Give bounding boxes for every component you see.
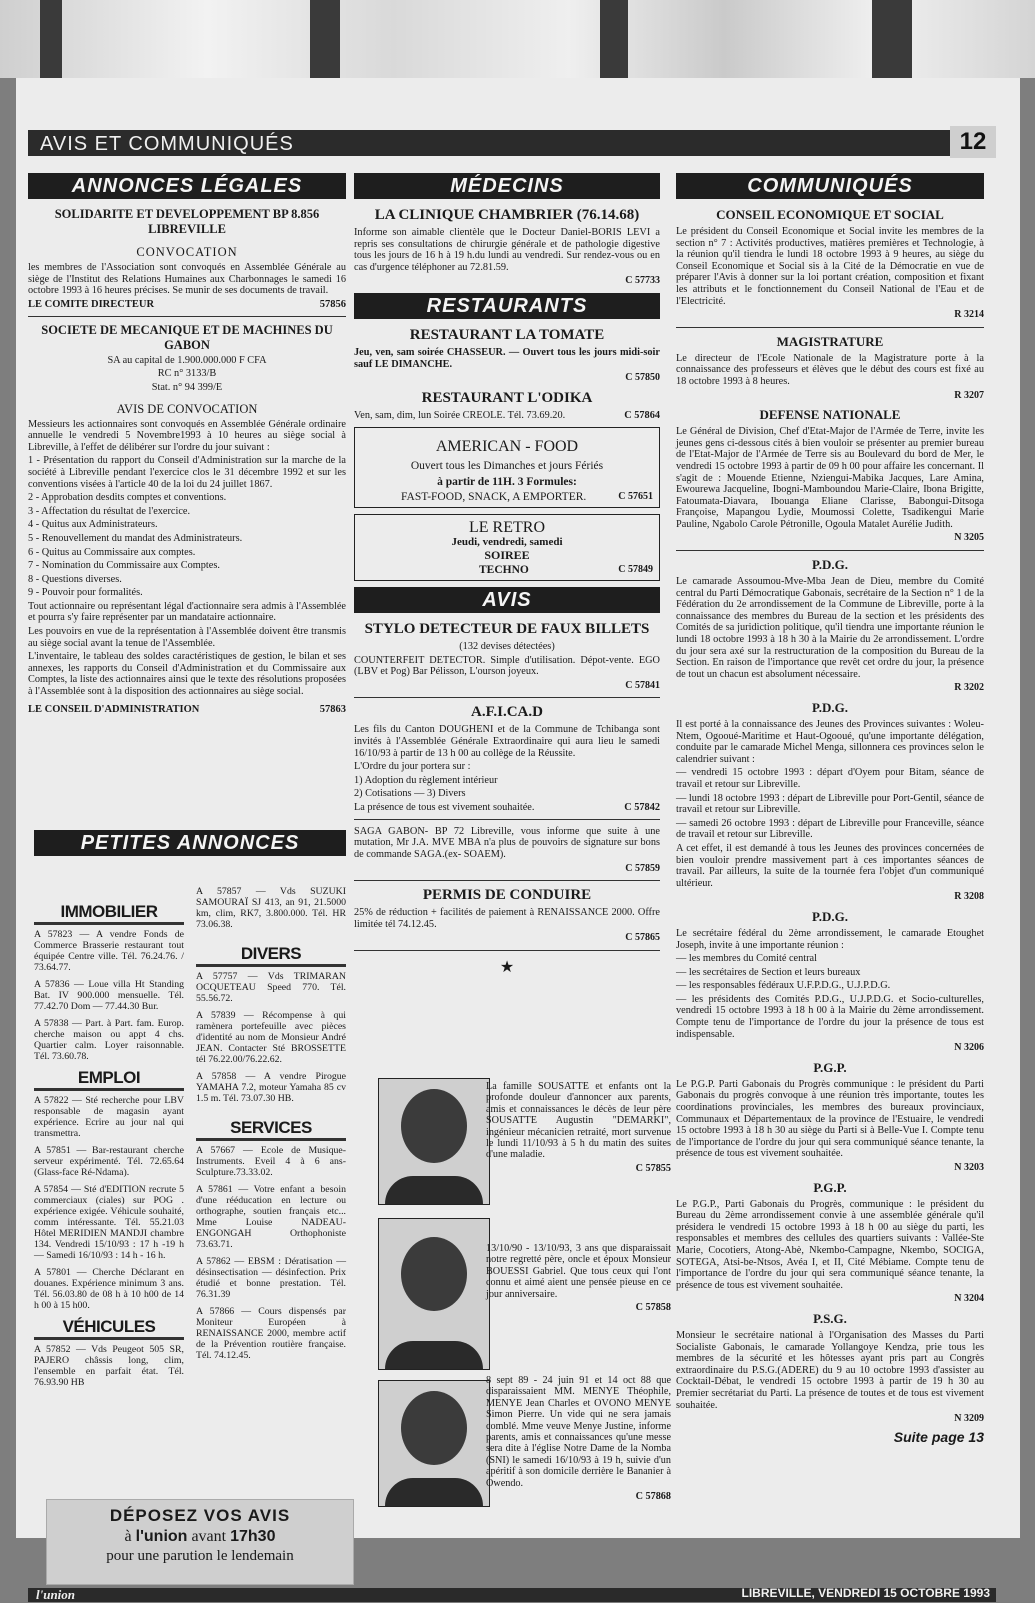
divider bbox=[28, 316, 346, 317]
classified-ad: A 57823 — A vendre Fonds de Commerce Brasserie restaurant tout équipée Centre ville. Tél. 76.24.76. / 73.64.77. bbox=[34, 929, 184, 973]
avis-paragraph: Les pouvoirs en vue de la représentation à l'Assemblée doivent être transmis au siège social avant la tenue de l'Assemblée. bbox=[28, 626, 346, 649]
american-food-box bbox=[354, 427, 660, 508]
tomate-title: RESTAURANT LA TOMATE bbox=[409, 326, 605, 343]
defense-title: DEFENSE NATIONALE bbox=[759, 407, 901, 423]
pdg3-line: — les membres du Comité central bbox=[676, 953, 817, 965]
tomate-ref: C 57850 bbox=[625, 372, 660, 384]
category-immobilier: IMMOBILIER bbox=[34, 902, 184, 925]
pdg3-title: P.D.G. bbox=[812, 908, 848, 924]
portrait-photo-bouessi bbox=[378, 1218, 490, 1370]
face-shape bbox=[401, 1391, 467, 1465]
classified-ad: A 57801 — Cherche Déclarant en douanes. Expérience minimum 3 ans. Tél. 56.03.80 de 08 h à 10 h00 de 14 h 00 à 15 h00. bbox=[34, 1267, 184, 1311]
american-food-title: AMERICAN - FOOD bbox=[435, 437, 579, 455]
divider bbox=[676, 550, 984, 551]
magistrature-title: MAGISTRATURE bbox=[776, 333, 884, 349]
body-shape bbox=[385, 1176, 483, 1204]
pgp2-title: P.G.P. bbox=[813, 1179, 847, 1195]
obituary-ref: C 57858 bbox=[635, 1302, 671, 1314]
pdg1-ref: R 3202 bbox=[954, 682, 984, 694]
africad-line: 2) Cotisations — 3) Divers bbox=[354, 788, 466, 800]
retro-title: LE RETRO bbox=[469, 518, 545, 536]
odika-title: RESTAURANT L'ODIKA bbox=[421, 389, 593, 406]
africad-line: 1) Adoption du règlement intérieur bbox=[354, 774, 498, 786]
page-number: 12 bbox=[950, 126, 996, 158]
clinique-title: LA CLINIQUE CHAMBRIER (76.14.68) bbox=[374, 207, 640, 223]
pgp1-ref: N 3203 bbox=[954, 1162, 984, 1173]
ces-text: Le président du Conseil Economique et Social invite les membres de la section n° 7 : Activités productives, matières premières et Technologie, à la réunion qu'il tiendra le lundi 18 octobre 1993 à 9 heures, au siège du Conseil Economique et Social sis à la Cité de la Démocratie en vue de préparer l'Avis à donner sur la loi portant création, composition et fixant les attributs et le fonctionnement du Conseil National de l'Eau et de l'Electricité. bbox=[676, 226, 984, 307]
american-food-ref: C 57651 bbox=[618, 490, 653, 502]
org2-capital: SA au capital de 1.900.000.000 F CFA bbox=[107, 354, 267, 366]
portrait-photo-sousatte bbox=[378, 1078, 490, 1205]
stylo-sub: (132 devises détectées) bbox=[459, 640, 555, 652]
agenda-item: 5 - Renouvellement du mandat des Administrateurs. bbox=[28, 532, 243, 544]
agenda-item: 2 - Approbation desdits comptes et conventions. bbox=[28, 492, 227, 504]
clinique-ref: C 57733 bbox=[625, 275, 660, 287]
pgp1-text: Le P.G.P. Parti Gabonais du Progrès communique : le président du Parti Gabonais du progrès convoque à une réunion très importante, toutes les coordinations provinciales, les membres des bureaux provinciaux, Communaux et Départementaux de la province de l'Estuaire, le vendredi 15 octobre 1993 à 18 h 30 au siège du Parti si à Belle-Vue I. Compte tenu de l'importance de l'ordre du jour qui sera communiqué séance tenante, la présence de tous est vivement souhaitée. bbox=[676, 1078, 984, 1160]
agenda-item: 9 - Pouvoir pour formalités. bbox=[28, 587, 143, 599]
pdg2-end: A cet effet, il est demandé à tous les Jeunes des provinces concernées de bien vouloir prendre massivement part à ces importantes séances de travail. Par ailleurs, la suite de la tournée fera l'objet d'un communiqué ultérieur. bbox=[676, 842, 984, 889]
classified-ad: A 57866 — Cours dispensés par Moniteur Européen à RENAISSANCE 2000, membre actif de la Prévention routière française. Tél. 74.12.45. bbox=[196, 1306, 346, 1361]
pdg1-title: P.D.G. bbox=[812, 557, 848, 573]
avis-paragraph: L'inventaire, le tableau des soldes caractéristiques de gestion, le bilan et ses annexes, les rapports du Conseil d'Administration et du Commissaire aux Comptes, la liste des actionnaires ainsi que le texte des résolutions proposées à l'Assemblée sont à la disposition des actionnaires au siège social. bbox=[28, 651, 346, 698]
face-shape bbox=[401, 1237, 467, 1311]
retro-line: Jeudi, vendredi, samedi bbox=[451, 535, 563, 548]
banner-restaurants: RESTAURANTS bbox=[354, 293, 660, 319]
deposez-text: avant bbox=[191, 1528, 227, 1545]
org2-stat: Stat. n° 94 399/E bbox=[151, 381, 223, 393]
africad-text: Les fils du Canton DOUGHENI et de la Commune de Tchibanga sont invités à l'Assemblée Générale Extraordinaire qui aura lieu le samedi 16/10/93 à partir de 13 h 00 au collège de la Réussite. bbox=[354, 724, 660, 759]
retro-line: SOIREE bbox=[484, 548, 530, 563]
pdg3-ref: N 3206 bbox=[954, 1042, 984, 1054]
banner-communiques: COMMUNIQUÉS bbox=[676, 173, 984, 199]
africad-title: A.F.I.CA.D bbox=[471, 704, 543, 721]
banner-avis: AVIS bbox=[354, 587, 660, 613]
obituary-text: La famille SOUSATTE et enfants ont la profonde douleur d'annoncer aux parents, amis et connaissances le décès de leur père SOUSATTE Augustin "DEMARKI", ingénieur mécanicien retraité, mort survenue le lundi 11/10/93 à 5 h du matin des suites d'une maladie. bbox=[486, 1081, 671, 1161]
agenda-item: 7 - Nomination du Commissaire aux Comptes. bbox=[28, 560, 220, 572]
deposez-title: DÉPOSEZ VOS AVIS bbox=[109, 1506, 291, 1525]
dark-stripe bbox=[310, 0, 340, 78]
dark-stripe bbox=[40, 0, 62, 78]
pdg1-text: Le camarade Assoumou-Mve-Mba Jean de Dieu, membre du Comité central du Parti Démocratique Gabonais, secrétaire de la Section n° 1 de la Fédération du 2e arrondissement de la Commune de Libreville, porte à la connaissance des membres du Bureau de la section et les présidents des Comités de sa juridiction politique, qu'il tiendra une importante réunion le lundi 18 octobre 1993 à 18 h 30 à la Mairie du 2e arrondissement. L'ordre du jour sera axé sur la restructuration de la composition du Bureau de la Section. En raison de l'importance que revêt cet ordre du jour, la présence de tout un chacun est absolument nécessaire. bbox=[676, 576, 984, 680]
banner-annonces-legales: ANNONCES LÉGALES bbox=[28, 173, 346, 199]
divider bbox=[354, 819, 660, 820]
defense-text: Le Général de Division, Chef d'Etat-Major de l'Armée de Terre, invite les jeunes gens ci-dessous cités à bien vouloir se présenter au premier bureau de l'Etat-Major de l'Armée de Terre sis au Boulevard du bord de Mer, le vendredi 15 octobre 1993 à partir de 09 h 00 pour affaire les concernant. Il s'agit de : Mouende Etienne, Nziengui-Mabika Jacques, Lare Amina, Ewourewa Jacqueline, Ibogni-Mamboundou Marie-Claire, Ibona Brigitte, Fatoumata-Diavara, Ibouanga Eliane Clarisse, Babongui-Ditsoga Françoise, Mapangou Lydie, Moumossi Colette, Tsadikengui Marie Pauline, Ngabolo Carole Pétronille, Ogoula Matalet Aurélie Judith. bbox=[676, 426, 984, 530]
newspaper-brand: l'union bbox=[36, 1587, 76, 1602]
pdg2-line: — lundi 18 octobre 1993 : départ de Libreville pour Port-Gentil, séance de travail et retour sur Libreville. bbox=[676, 792, 984, 816]
permis-text: 25% de réduction + facilités de paiement à RENAISSANCE 2000. Offre limitée tél 74.12.45. bbox=[354, 907, 660, 930]
category-services: SERVICES bbox=[196, 1118, 346, 1141]
dark-stripe bbox=[600, 0, 628, 78]
category-vehicules: VÉHICULES bbox=[34, 1317, 184, 1340]
org2-rc: RC n° 3133/B bbox=[157, 368, 217, 380]
obituary-sousatte bbox=[486, 1081, 671, 1176]
pdg3-text: Le secrétaire fédéral du 2ème arrondissement, le camarade Etoughet Joseph, invite à une importante réunion : bbox=[676, 927, 984, 951]
section-header bbox=[28, 130, 996, 156]
divider bbox=[354, 950, 660, 951]
convocation-sign-row bbox=[28, 299, 346, 310]
divider bbox=[354, 697, 660, 698]
dark-stripe bbox=[872, 0, 912, 78]
obituary-bouessi bbox=[486, 1243, 671, 1315]
odika-row bbox=[354, 410, 660, 421]
deposez-time: 17h30 bbox=[230, 1528, 276, 1545]
classified-ad: A 57851 — Bar-restaurant cherche serveur expérimenté. Tél. 72.65.64 (Glass-face Ré-Ndama). bbox=[34, 1145, 184, 1178]
agenda-item: 8 - Questions diverses. bbox=[28, 573, 122, 585]
magistrature-text: Le directeur de l'Ecole Nationale de la Magistrature porte à la connaissance des professeurs et élèves que le début des cours est fixé au 18 octobre 1993 à 8 heures. bbox=[676, 352, 984, 387]
magistrature-ref: R 3207 bbox=[954, 389, 984, 401]
american-food-row bbox=[361, 491, 653, 503]
le-retro-box bbox=[354, 514, 660, 581]
classified-ad: A 57838 — Part. à Part. fam. Europ. cherche maison ou appt 4 chs. Quartier calm. Loyer raisonnable. Tél. 73.60.78. bbox=[34, 1018, 184, 1062]
avis-sign-row bbox=[28, 704, 346, 715]
obituary-ref: C 57855 bbox=[635, 1162, 671, 1174]
pdg2-line: — samedi 26 octobre 1993 : départ de Libreville pour Franceville, séance de travail et retour sur Libreville. bbox=[676, 817, 984, 841]
petites-annonces-column-2 bbox=[196, 886, 346, 1367]
defense-ref: N 3205 bbox=[954, 532, 984, 544]
avis-signature: LE CONSEIL D'ADMINISTRATION bbox=[28, 703, 200, 715]
classified-ad: A 57667 — Ecole de Musique-Instruments. Eveil 4 à 6 ans-Sculpture.73.33.02. bbox=[196, 1145, 346, 1178]
classified-ad: A 57858 — A vendre Pirogue YAMAHA 7.2, moteur Yamaha 85 cv 1.5 m. Tél. 73.07.30 HB. bbox=[196, 1071, 346, 1104]
footer-date: LIBREVILLE, VENDREDI 15 OCTOBRE 1993 bbox=[741, 1586, 990, 1600]
stylo-ref: C 57841 bbox=[625, 679, 660, 691]
psg-text: Monsieur le secrétaire national à l'Organisation des Masses du Parti Socialiste Gabonais, le camarade Yollangoye Kendza, prie tous les membres de la sécurité et les hôtesses ayant pris part au Congrès extraordinaire du P.S.G.(ADERE) du 9 au 10 octobre 1993 d'assister au Cocktail-Débat, le vendredi 15 octobre 1993 à partir de 19 h 30 au Premier secrétariat du Parti. La présence de toutes et de tous est vivement souhaitée. bbox=[676, 1329, 984, 1411]
classified-ad: A 57854 — Sté d'EDITION recrute 5 commerciaux (ciales) sur POG . expérience exigée. Véhicule souhaité, comm intéressante. Tél. 55.21.03 Hôtel MERIDIEN MANDJI chambre 134. Vendredi 15/10/93 : 17 h -19 h — Samedi 16/10/93 : 14 h - 16 h. bbox=[34, 1184, 184, 1261]
odika-ref: C 57864 bbox=[624, 409, 660, 421]
retro-line: TECHNO bbox=[479, 563, 529, 576]
deposez-vos-avis-box bbox=[46, 1499, 354, 1585]
convocation-title: CONVOCATION bbox=[136, 245, 238, 259]
obituary-text: 13/10/90 - 13/10/93, 3 ans que disparaissait notre regretté père, oncle et époux Monsieur BOUESSI Gabriel. Que tous ceux qui l'ont connu et aimé aient une pensée pieuse en ce jour anniversaire. bbox=[486, 1243, 671, 1300]
body-shape bbox=[385, 1478, 483, 1506]
star-separator: ★ bbox=[499, 959, 515, 977]
obituary-ref: C 57868 bbox=[635, 1491, 671, 1503]
portrait-photo-menye bbox=[378, 1380, 490, 1507]
permis-title: PERMIS DE CONDUIRE bbox=[422, 887, 592, 904]
classified-ad: A 57836 — Loue villa Ht Standing Bat. IV 900.000 mensuelle. Tél. 77.42.70 Dom — 77.44.30 Bur. bbox=[34, 979, 184, 1012]
deposez-text: à bbox=[124, 1528, 132, 1545]
psg-title: P.S.G. bbox=[813, 1310, 847, 1326]
avis-convocation-title: AVIS DE CONVOCATION bbox=[116, 401, 258, 416]
newspaper-page bbox=[16, 78, 1020, 1602]
convocation-signature: LE COMITE DIRECTEUR bbox=[28, 298, 155, 310]
pgp2-ref: N 3204 bbox=[954, 1293, 984, 1305]
pdg2-line: — vendredi 15 octobre 1993 : départ d'Oyem pour Bitam, séance de travail et retour sur Libreville. bbox=[676, 767, 984, 790]
pdg3-line: — les secrétaires de Section et leurs bureaux bbox=[676, 966, 861, 978]
scanner-background-top bbox=[0, 0, 1035, 78]
retro-ref: C 57849 bbox=[618, 563, 653, 575]
obituary-text: 8 sept 89 - 24 juin 91 et 14 oct 88 que disparaissaient MM. MENYE Théophile, MENYE Jean Charles et OVONO MENYE Simon Pierre. Un vide qui ne sera jamais comblé. Mme veuve Menye Justine, informe parents, amis et connaissances qu'une messe sera dite à l'église Notre Dame de la Nomba (SNI) le samedi 16/10/93 à 19 h, suivie d'un apéritif à son domicile derrière le Bananier à Owendo. bbox=[486, 1375, 671, 1489]
american-food-line: à partir de 11H. 3 Formules: bbox=[437, 475, 577, 488]
column-annonces-legales bbox=[28, 173, 346, 715]
avis-ref: 57863 bbox=[319, 703, 346, 715]
deposez-brand: l'union bbox=[135, 1528, 188, 1545]
africad-line: L'Ordre du jour portera sur : bbox=[354, 761, 471, 773]
divider bbox=[676, 327, 984, 328]
banner-medecins: MÉDECINS bbox=[354, 173, 660, 199]
pgp2-text: Le P.G.P., Parti Gabonais du Progrès, communique : le président du Bureau du 2ème arrondissement convie à une assemblée générale qu'il présidera le vendredi 15 octobre 1993 à 18 h 00 au siège du parti, les responsables et membres des cellules des quartiers suivants : Vallée-Ste Marie, Cocotiers, Atong-Abè, Nkembo-Campagne, Nkembo, SOCIGA, SOTEGA, Atsi-be-Ntsos, Avéa I, et II, Cité Mébiame. Compte tenu de l'importance de l'ordre du jour qui sera communiqué séance tenante, la présence de tous est vivement souhaitée. bbox=[676, 1198, 984, 1291]
divider bbox=[354, 880, 660, 881]
classified-ad: A 57822 — Sté recherche pour LBV responsable de magasin ayant expérience. Ecrire au jour nal qui transmettra. bbox=[34, 1095, 184, 1139]
section-title: AVIS ET COMMUNIQUÉS bbox=[40, 133, 294, 155]
column-medecins-restaurants-avis bbox=[354, 173, 660, 977]
tomate-text: Jeu, ven, sam soirée CHASSEUR. — Ouvert tous les jours midi-soir sauf LE DIMANCHE. bbox=[354, 346, 660, 370]
stylo-text: COUNTERFEIT DETECTOR. Simple d'utilisation. Dépot-vente. EGO (LBV et Pog) Bar Pélisson, L'ourson joyeux. bbox=[354, 654, 660, 678]
deposez-line bbox=[47, 1528, 353, 1546]
classified-ad: A 57852 — Vds Peugeot 505 SR, PAJERO châssis long, clim, l'ensemble en parfait état. Tél. 76.93.90 HB bbox=[34, 1344, 184, 1388]
agenda-item: 1 - Présentation du rapport du Conseil d'Administration sur la marche de la société à Libreville pendant l'exercice clos le 31 décembre 1992 et sur les conventions visées à l'article 40 de la loi du 24 juillet 1867. bbox=[28, 455, 346, 490]
ces-ref: R 3214 bbox=[954, 309, 984, 321]
avis-paragraph: Tout actionnaire ou représentant légal d'actionnaire sera admis à l'Assemblée et pourra s'y faire représenter par un mandataire actionnaire. bbox=[28, 600, 346, 624]
pdg3-line: — les responsables fédéraux U.F.P.D.G., U.J.P.D.G. bbox=[676, 980, 891, 992]
clinique-text: Informe son aimable clientèle que le Docteur Daniel-BORIS LEVI a repris ses consultations de chirurgie générale et de pathologie digestive tous les jours de 16 h à 19 h.du lundi au vendredi. Sur rendez-vous ou en cas d'urgence téléphoner au 72.81.59. bbox=[354, 227, 660, 273]
pdg2-ref: R 3208 bbox=[954, 891, 984, 903]
deposez-note: pour une parution le lendemain bbox=[106, 1548, 294, 1564]
org-title: SOLIDARITE ET DEVELOPPEMENT BP 8.856 LIBREVILLE bbox=[54, 207, 320, 236]
agenda-item: 4 - Quitus aux Administrateurs. bbox=[28, 519, 158, 531]
pdg3-line: — les présidents des Comités P.D.G., U.J.P.D.G. et Socio-culturelles, vendredi 15 octobre 1993 à 18 h 00 à la Mairie du 2ème arrondissement. Compte tenu de l'importance de l'ordre du jour la présence de tous est indispensable. bbox=[676, 993, 984, 1040]
classified-ad: A 57757 — Vds TRIMARAN OCQUETEAU Speed 770. Tél. 55.56.72. bbox=[196, 971, 346, 1004]
psg-ref: N 3209 bbox=[954, 1413, 984, 1425]
saga-text: SAGA GABON- BP 72 Libreville, vous informe que suite à une mutation, Mr J.A. MVE MBA n'a plus de pouvoirs de signature sur bons de commande SAGA.(ex- SOAEM). bbox=[354, 825, 660, 861]
agenda-item: 3 - Affectation du résultat de l'exercice. bbox=[28, 505, 191, 517]
avis-convocation-intro: Messieurs les actionnaires sont convoqués en Assemblée Générale ordinaire annuelle le vendredi 5 Novembre1993 à 10 heures au siège social à Libreville, à l'effet de délibérer sur l'ordre du jour suivant : bbox=[28, 418, 346, 453]
pgp1-title: P.G.P. bbox=[813, 1059, 847, 1075]
saga-ref: C 57859 bbox=[625, 862, 660, 874]
ces-title: CONSEIL ECONOMIQUE ET SOCIAL bbox=[716, 207, 944, 222]
classified-ad: A 57857 — Vds SUZUKI SAMOURAÏ SJ 413, an 91, 21.5000 km, clim, RK7, 3.800.000. Tél. HR 73.06.38. bbox=[196, 886, 346, 930]
pdg2-text: Il est porté à la connaissance des Jeunes des Provinces suivantes : Woleu-Ntem, Ogooué-Maritime et Haut-Ogooué, qu'une importante délégation, conduite par le camarade Michel Menga, sillonnera ces provinces selon le calendrier suivant : bbox=[676, 719, 984, 765]
banner-petites-annonces: PETITES ANNONCES bbox=[34, 830, 346, 856]
classified-ad: A 57839 — Récompense à qui ramènera portefeuille avec pièces d'identité au nom de Monsieur André JEAN. Contacter Sté BROSSETTE tél 76.22.00/76.22.62. bbox=[196, 1010, 346, 1065]
classified-ad: A 57862 — EBSM : Dératisation — désinsectisation — désinfection. Prix étudié et bonne prestation. Tél. 76.31.39 bbox=[196, 1256, 346, 1300]
american-food-line: FAST-FOOD, SNACK, A EMPORTER. bbox=[401, 490, 587, 503]
convocation-ref: 57856 bbox=[319, 298, 346, 310]
convocation-text: les membres de l'Association sont convoqués en Assemblée Générale au siège de l'Institut des Relations Humaines aux Charbonnages le samedi 16 octobre 1993 à 16 heures précises. Se munir de ses documents de travail. bbox=[28, 262, 346, 297]
stylo-title: STYLO DETECTEUR DE FAUX BILLETS bbox=[364, 620, 650, 637]
suite-page-link[interactable]: Suite page 13 bbox=[893, 1428, 984, 1445]
petites-annonces-column-1 bbox=[34, 896, 184, 1394]
category-divers: DIVERS bbox=[196, 944, 346, 967]
classified-ad: A 57861 — Votre enfant a besoin d'une rééducation en lecture ou orthographe, soutien français etc... Mme Louise NADEAU-ENGONGAH Orthophoniste 73.63.71. bbox=[196, 1184, 346, 1250]
category-emploi: EMPLOI bbox=[34, 1068, 184, 1091]
body-shape bbox=[385, 1341, 483, 1369]
org2-title: SOCIETE DE MECANIQUE ET DE MACHINES DU GABON bbox=[41, 322, 333, 352]
permis-ref: C 57865 bbox=[625, 932, 660, 944]
retro-row bbox=[361, 564, 653, 576]
american-food-line: Ouvert tous les Dimanches et jours Fériés bbox=[410, 459, 604, 472]
africad-line: La présence de tous est vivement souhaitée. bbox=[354, 801, 535, 813]
africad-ref: C 57842 bbox=[624, 801, 660, 813]
agenda-item: 6 - Quitus au Commissaire aux comptes. bbox=[28, 546, 196, 558]
pdg2-title: P.D.G. bbox=[812, 700, 848, 715]
odika-text: Ven, sam, dim, lun Soirée CREOLE. Tél. 73.69.20. bbox=[354, 409, 566, 421]
obituary-menye bbox=[486, 1375, 671, 1504]
africad-row bbox=[354, 802, 660, 813]
column-communiques bbox=[676, 173, 984, 1445]
face-shape bbox=[401, 1089, 467, 1163]
